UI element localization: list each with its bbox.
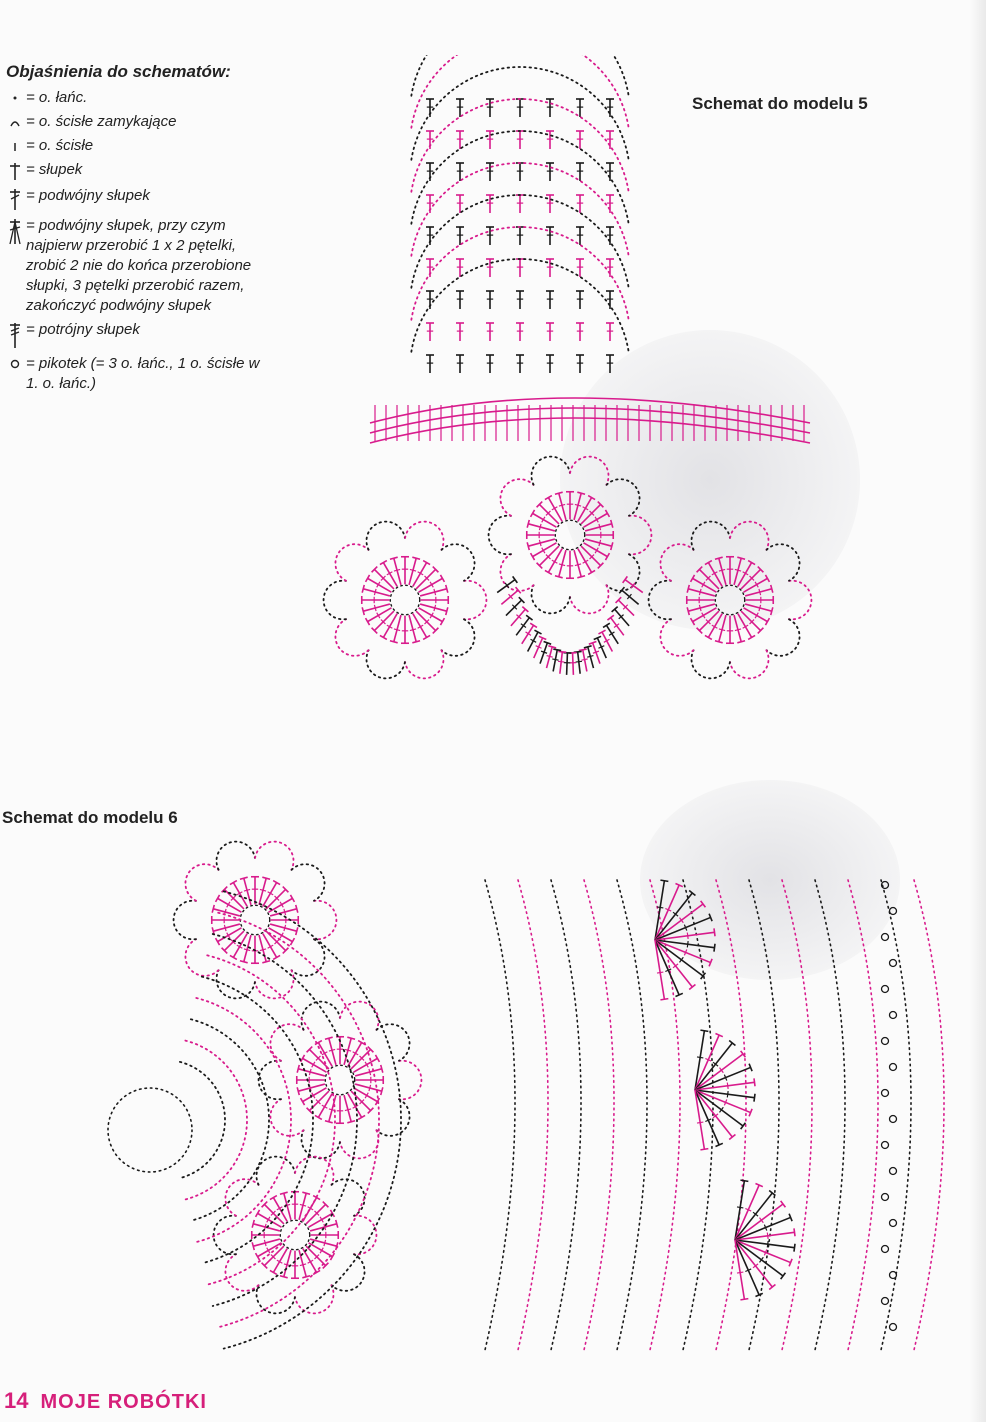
- bottom-arc-stitch: [501, 590, 518, 604]
- bottom-arc-stitch: [522, 625, 534, 644]
- bottom-arc-stitch: [567, 653, 568, 675]
- motif-stitch: [434, 589, 436, 595]
- body-row-arc: [617, 880, 647, 1350]
- edge-picot: [882, 934, 889, 941]
- motif-petal-arc: [730, 522, 768, 550]
- motif-stitch: [559, 504, 565, 506]
- bottom-arc-stitch: [587, 656, 593, 658]
- shell-stitch: [660, 880, 668, 881]
- legend-row-chain: [4, 88, 274, 108]
- page-number: 14: [4, 1388, 29, 1413]
- motif-stitch: [302, 1276, 310, 1278]
- shell-stitch: [714, 944, 715, 952]
- motif-petal-arc: [405, 650, 443, 678]
- bottom-arc-stitch: [560, 652, 562, 674]
- motif-petal-arc: [500, 554, 533, 591]
- legend-row-single: [4, 160, 274, 182]
- motif-petal-arc: [301, 1002, 339, 1030]
- motif-petal-arc: [399, 1061, 421, 1100]
- bottom-arc-stitch: [576, 661, 582, 662]
- edge-picot: [890, 1168, 897, 1175]
- motif-center-ring: [555, 520, 584, 549]
- motif-petal-arc: [730, 650, 768, 678]
- motif-petal-arc: [691, 650, 729, 678]
- motif-stitch: [362, 607, 364, 615]
- body-row-arc: [518, 880, 548, 1350]
- motif-stitch: [559, 564, 565, 566]
- shell-stitch: [714, 928, 715, 936]
- motif-stitch: [735, 569, 741, 571]
- bottom-arc-stitch: [530, 623, 537, 627]
- motif-stitch: [735, 629, 741, 631]
- legend-text: = podwójny słupek: [26, 187, 150, 204]
- motif-petal-arc: [335, 544, 368, 581]
- motif-stitch: [737, 557, 745, 559]
- motif-stitch: [539, 540, 541, 546]
- motif-stitch: [347, 1037, 355, 1039]
- motif-stitch: [347, 1121, 355, 1123]
- bottom-arc-stitch: [558, 651, 566, 652]
- body-row-arc: [584, 880, 614, 1350]
- shell-stitch: [700, 1030, 708, 1031]
- motif-stitch: [715, 641, 723, 643]
- motif-stitch: [527, 520, 529, 528]
- bottom-arc-stitch: [578, 652, 580, 674]
- fan-row-arc: [196, 998, 291, 1242]
- motif-stitch: [394, 569, 400, 571]
- motif-petal-arc: [185, 864, 218, 901]
- legend-text: = potrójny słupek: [26, 321, 140, 338]
- body-row-arc: [749, 880, 779, 1350]
- body-row-arc: [815, 880, 845, 1350]
- dot-icon: [4, 88, 26, 108]
- motif-petal-arc: [270, 1099, 303, 1136]
- shell-stitch: [687, 933, 688, 939]
- motif-petal-arc: [255, 970, 293, 998]
- body-row-arc: [848, 880, 878, 1350]
- motif-stitch: [555, 576, 563, 578]
- bottom-arc-stitch: [602, 632, 612, 651]
- legend-text: = słupek: [26, 161, 83, 178]
- bottom-arc-stitch: [553, 650, 557, 672]
- edge-picot: [890, 1012, 897, 1019]
- motif-stitch: [260, 949, 266, 951]
- motif-petal-arc: [607, 479, 640, 516]
- motif-stitch: [410, 569, 416, 571]
- motif-petal-arc: [340, 1130, 378, 1158]
- motif-stitch: [325, 1037, 333, 1039]
- shell-stitch: [697, 1057, 703, 1058]
- shell-stitch: [660, 999, 668, 1000]
- motif-stitch: [296, 927, 298, 935]
- motif-stitch: [759, 605, 761, 611]
- motif-stitch: [577, 492, 585, 494]
- motif-stitch: [280, 1192, 288, 1194]
- edge-picot: [882, 1142, 889, 1149]
- motif-petal-arc: [500, 479, 533, 516]
- fan-row-arc: [180, 1062, 225, 1178]
- edge-picot: [890, 960, 897, 967]
- edge-picot: [890, 1272, 897, 1279]
- motif-petal-arc: [314, 901, 336, 940]
- bottom-arc-stitch: [584, 646, 592, 648]
- motif-petal-arc: [464, 581, 486, 620]
- motif-stitch: [284, 909, 286, 915]
- fan-row-arc: [224, 891, 401, 1348]
- motif-stitch: [296, 905, 298, 913]
- motif-stitch: [262, 877, 270, 879]
- shell-stitch: [727, 1091, 728, 1097]
- bottom-arc-stitch: [573, 653, 574, 675]
- motif-petal-arc: [366, 650, 404, 678]
- motif-petal-arc: [174, 901, 196, 940]
- bottom-arc-stitch: [579, 649, 587, 650]
- motif-stitch: [297, 1065, 299, 1073]
- motif-stitch: [264, 1224, 266, 1230]
- motif-stitch: [434, 605, 436, 611]
- motif-stitch: [381, 1087, 383, 1095]
- bottom-arc-stitch: [603, 623, 610, 627]
- motif-stitch: [244, 949, 250, 951]
- motif-petal-arc: [216, 842, 254, 870]
- motif-stitch: [719, 569, 725, 571]
- motif-petal-arc: [366, 522, 404, 550]
- edge-picot: [882, 1090, 889, 1097]
- motif-stitch: [260, 889, 266, 891]
- legend-text: = o. łańc.: [26, 89, 88, 106]
- bottom-arc-stitch: [558, 661, 564, 662]
- motif-petal-arc: [335, 619, 368, 656]
- motif-petal-arc: [295, 1285, 333, 1313]
- motif-stitch: [771, 585, 773, 593]
- motif-stitch: [390, 557, 398, 559]
- motif-stitch: [336, 1220, 338, 1228]
- single-crochet-icon: [4, 160, 26, 182]
- motif-petal-arc: [259, 1061, 281, 1100]
- shell-stitch: [657, 972, 663, 973]
- motif-stitch: [362, 585, 364, 593]
- motif-stitch: [212, 905, 214, 913]
- motif-stitch: [575, 564, 581, 566]
- motif-stitch: [715, 557, 723, 559]
- motif-stitch: [527, 542, 529, 550]
- motif-stitch: [412, 557, 420, 559]
- bottom-arc-stitch: [606, 625, 618, 644]
- bottom-arc-stitch: [581, 659, 587, 660]
- arc-icon: [4, 112, 26, 132]
- bottom-arc-stitch: [622, 590, 639, 604]
- bottom-arc-stitch: [615, 609, 629, 626]
- motif-petal-arc: [607, 554, 640, 591]
- motif-petal-arc: [767, 544, 800, 581]
- bottom-arc-stitch: [513, 576, 518, 582]
- motif-petal-arc: [256, 1157, 294, 1185]
- motif-stitch: [394, 629, 400, 631]
- fan-row-arc: [218, 913, 379, 1328]
- body-row-arc: [782, 880, 812, 1350]
- legend: [4, 62, 274, 398]
- motif-stitch: [412, 641, 420, 643]
- motif-stitch: [599, 540, 601, 546]
- bottom-arc-stitch: [497, 580, 515, 593]
- crochet-diagram-model-6: [95, 790, 975, 1380]
- motif-stitch: [374, 589, 376, 595]
- magazine-title: MOJE ROBÓTKI: [40, 1391, 207, 1413]
- motif-petal-arc: [570, 457, 608, 485]
- motif-stitch: [611, 520, 613, 528]
- shell-stitch: [740, 1299, 748, 1300]
- motif-petal-arc: [660, 619, 693, 656]
- body-row-arc: [683, 880, 713, 1350]
- legend-row-picot: [4, 354, 274, 394]
- motif-stitch: [599, 524, 601, 530]
- bottom-arc-stitch: [506, 600, 522, 615]
- page-footer: [4, 1388, 207, 1414]
- motif-stitch: [611, 542, 613, 550]
- legend-title: Objaśnienia do schematów:: [6, 62, 231, 81]
- motif-stitch: [325, 1121, 333, 1123]
- motif-petal-arc: [225, 1254, 258, 1291]
- shell-stitch: [740, 1180, 748, 1181]
- motif-stitch: [369, 1069, 371, 1075]
- motif-stitch: [374, 605, 376, 611]
- shell-stitch: [754, 1094, 755, 1102]
- motif-stitch: [262, 961, 270, 963]
- motif-petal-arc: [255, 842, 293, 870]
- start-ring: [108, 1088, 192, 1172]
- motif-petal-arc: [332, 1254, 365, 1291]
- motif-petal-arc: [629, 516, 651, 555]
- motif-stitch: [345, 1109, 351, 1111]
- shell-stitch: [727, 1083, 728, 1089]
- motif-stitch: [390, 641, 398, 643]
- motif-center-ring: [390, 585, 419, 614]
- legend-text: = podwójny słupek, przy czym najpierw przerobić 1 x 2 pętelki, zrobić 2 nie do końca przerobione słupki, 3 pętelki przerobić razem, zakończyć podwójny słupek: [26, 217, 252, 314]
- edge-picot: [890, 1064, 897, 1071]
- motif-petal-arc: [292, 939, 325, 976]
- bottom-arc-stitch: [623, 576, 628, 582]
- motif-stitch: [329, 1049, 335, 1051]
- edge-picot: [882, 1038, 889, 1045]
- motif-petal-arc: [442, 619, 475, 656]
- motif-stitch: [687, 585, 689, 593]
- legend-row-double: [4, 186, 274, 212]
- shell-stitch: [767, 1241, 768, 1247]
- motif-center-ring: [715, 585, 744, 614]
- body-row-arc: [881, 880, 911, 1350]
- motif-center-ring: [280, 1220, 309, 1249]
- motif-petal-arc: [767, 619, 800, 656]
- double-crochet-icon: [4, 186, 26, 212]
- bottom-arc-stitch: [511, 609, 525, 626]
- shell-stitch: [737, 1207, 743, 1208]
- bottom-arc-stitch: [528, 632, 538, 651]
- motif-stitch: [446, 585, 448, 593]
- body-row-arc: [914, 880, 944, 1350]
- motif-petal-arc: [489, 516, 511, 555]
- motif-stitch: [224, 925, 226, 931]
- motif-stitch: [284, 925, 286, 931]
- motif-stitch: [771, 607, 773, 615]
- motif-stitch: [555, 492, 563, 494]
- motif-stitch: [410, 629, 416, 631]
- motif-petal-arc: [531, 585, 569, 613]
- schema-6-label: Schemat do modelu 6: [2, 808, 178, 827]
- picot-icon: [4, 354, 26, 374]
- legend-row-slip-closing: [4, 112, 274, 132]
- motif-petal-arc: [691, 522, 729, 550]
- motif-stitch: [300, 1204, 306, 1206]
- bottom-arc-stitch: [583, 650, 587, 672]
- motif-stitch: [264, 1240, 266, 1246]
- edge-picot: [882, 1246, 889, 1253]
- bottom-arc-stitch: [553, 649, 561, 650]
- body-row-arc: [485, 880, 515, 1350]
- motif-stitch: [759, 589, 761, 595]
- shell-stitch: [794, 1244, 795, 1252]
- motif-stitch: [302, 1192, 310, 1194]
- bottom-arc-stitch: [618, 600, 634, 615]
- motif-stitch: [381, 1065, 383, 1073]
- motif-stitch: [297, 1087, 299, 1095]
- fan-row-arc: [191, 1019, 269, 1220]
- cluster-icon: [4, 216, 26, 246]
- bottom-arc-stitch: [547, 656, 553, 658]
- motif-petal-arc: [377, 1024, 410, 1061]
- bottom-arc-stitch: [548, 646, 556, 648]
- motif-stitch: [446, 607, 448, 615]
- legend-text: = o. ścisłe zamykające: [26, 113, 177, 130]
- edge-picot: [882, 1194, 889, 1201]
- motif-stitch: [575, 504, 581, 506]
- edge-picot: [890, 1324, 897, 1331]
- bottom-arc-stitch: [552, 659, 558, 660]
- motif-petal-arc: [660, 544, 693, 581]
- bar-icon: [4, 136, 26, 156]
- motif-stitch: [300, 1264, 306, 1266]
- shell-stitch: [697, 1122, 703, 1123]
- motif-stitch: [324, 1240, 326, 1246]
- shell-stitch: [737, 1272, 743, 1273]
- shell-stitch: [700, 1149, 708, 1150]
- shell-stitch: [767, 1233, 768, 1239]
- edge-picot: [890, 1220, 897, 1227]
- body-row-arc: [551, 880, 581, 1350]
- crochet-diagram-model-5: [290, 55, 850, 745]
- shell-stitch: [794, 1228, 795, 1236]
- motif-stitch: [252, 1220, 254, 1228]
- motif-stitch: [737, 641, 745, 643]
- triple-crochet-icon: [4, 320, 26, 350]
- motif-stitch: [240, 961, 248, 963]
- column-chain-arc: [411, 55, 628, 96]
- edge-picot: [882, 1298, 889, 1305]
- shell-stitch: [754, 1078, 755, 1086]
- motif-stitch: [280, 1276, 288, 1278]
- legend-row-slip: [4, 136, 274, 156]
- legend-row-cluster: [4, 216, 274, 316]
- motif-stitch: [244, 889, 250, 891]
- fan-row-arc: [185, 1041, 247, 1200]
- edge-picot: [882, 986, 889, 993]
- legend-row-triple: [4, 320, 274, 350]
- motif-petal-arc: [354, 1216, 376, 1255]
- body-row-arc: [650, 880, 680, 1350]
- motif-petal-arc: [377, 1099, 410, 1136]
- legend-text: = o. ścisłe: [26, 137, 94, 154]
- motif-stitch: [719, 629, 725, 631]
- motif-stitch: [577, 576, 585, 578]
- motif-petal-arc: [531, 457, 569, 485]
- edge-picot: [890, 1116, 897, 1123]
- motif-petal-arc: [292, 864, 325, 901]
- motif-petal-arc: [789, 581, 811, 620]
- motif-stitch: [309, 1069, 311, 1075]
- motif-stitch: [345, 1049, 351, 1051]
- motif-stitch: [252, 1242, 254, 1250]
- shell-stitch: [687, 941, 688, 947]
- motif-stitch: [699, 605, 701, 611]
- motif-stitch: [539, 524, 541, 530]
- schema-5-label: Schemat do modelu 5: [692, 94, 868, 113]
- motif-stitch: [369, 1085, 371, 1091]
- motif-petal-arc: [442, 544, 475, 581]
- motif-petal-arc: [324, 581, 346, 620]
- motif-petal-arc: [256, 1285, 294, 1313]
- motif-petal-arc: [570, 585, 608, 613]
- legend-text: = pikotek (= 3 o. łańc., 1 o. ścisłe w 1. o. łańc.): [26, 355, 260, 392]
- motif-petal-arc: [649, 581, 671, 620]
- motif-stitch: [699, 589, 701, 595]
- motif-stitch: [687, 607, 689, 615]
- motif-stitch: [240, 877, 248, 879]
- bottom-arc-stitch: [625, 580, 643, 593]
- motif-petal-arc: [405, 522, 443, 550]
- edge-picot: [890, 908, 897, 915]
